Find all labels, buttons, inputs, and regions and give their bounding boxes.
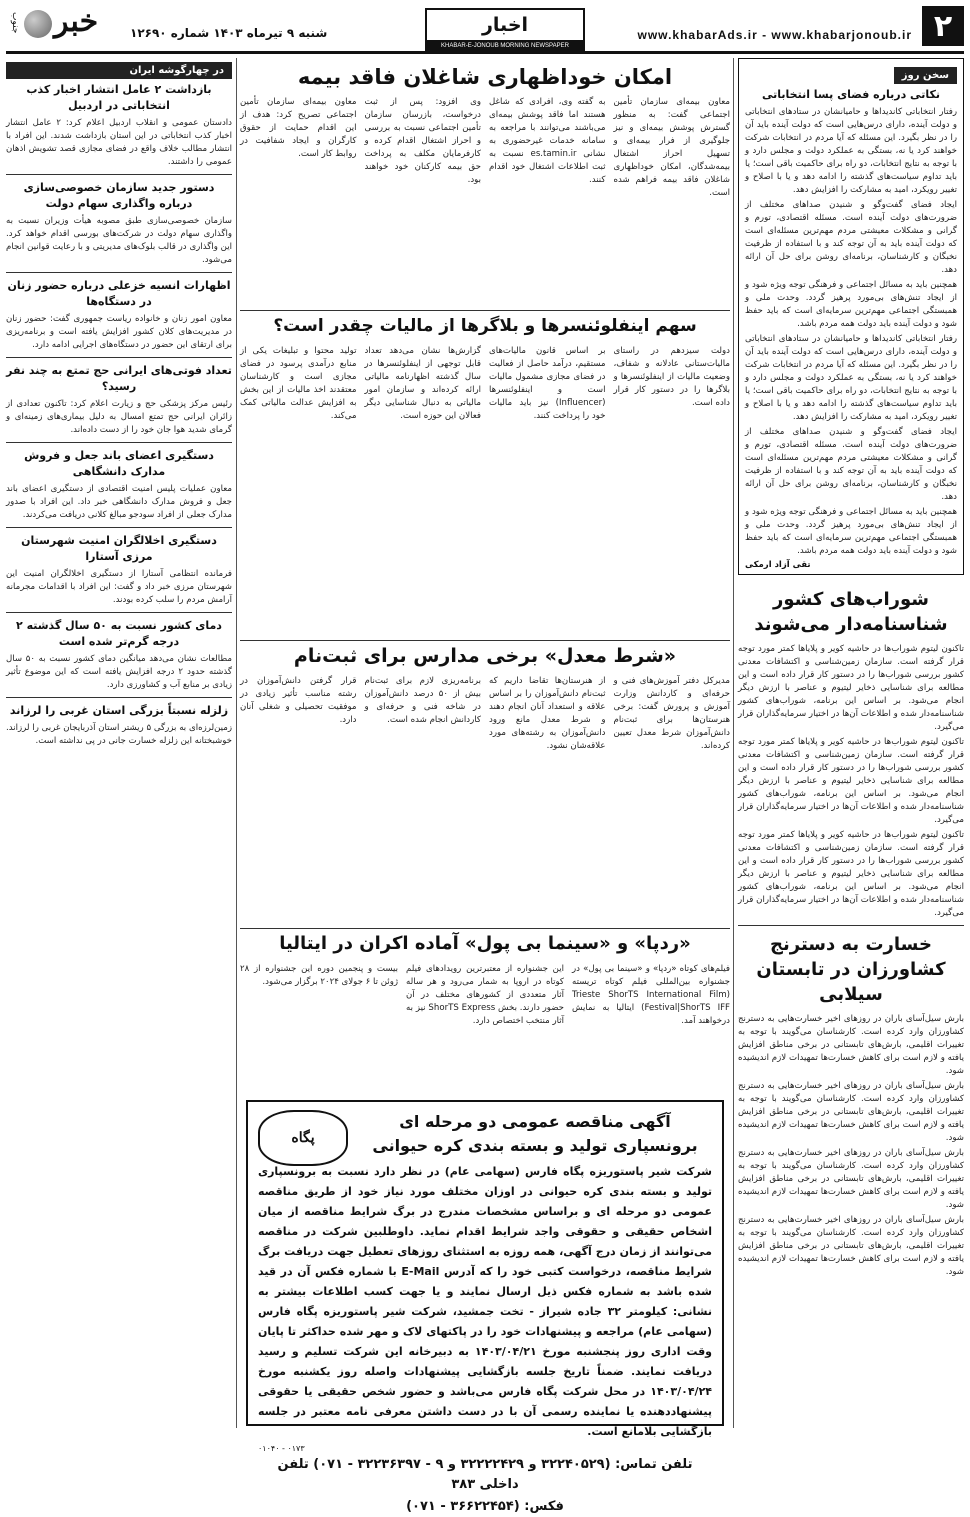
paragraph: ایجاد فضای گفت‌وگو و شنیدن صداهای مختلف از ضرورت‌های دولت آینده است. مسئله اقتصادی، تورم و گرانی و مشکلات معیشتی مردم مهم‌ترین مسئله‌ای است که دولت آینده باید به آن توجه کند و با استفاده از ظرفیت نخبگان و کارشناسان، برنامه‌ای روشن برای حل آن ارائه دهد. bbox=[745, 427, 957, 502]
editorial-title: نکاتی درباره فضای پسا انتخاباتی bbox=[762, 88, 940, 101]
page-number: ۲ bbox=[922, 6, 964, 46]
text-column: این جشنواره از معتبرترین رویدادهای فیلم کوتاه در اروپا به شمار می‌رود و هر ساله آثار متعددی از کشورهای مختلف در آن حضور دارند. بخش ShorTS Express نیز به آثار منتخب اختصاص دارد. bbox=[406, 964, 564, 1026]
editorial-tag: سخن روز bbox=[894, 67, 957, 84]
logo-sub: جنوب bbox=[10, 12, 20, 34]
news-body: دادستان عمومی و انقلاب اردبیل اعلام کرد: ۲ عامل انتشار اخبار کذب انتخاباتی در این استان بازداشت شدند. این افراد با انتشار مطالب خلاف واقع در فضای مجازی قصد تشویش اذهان عمومی را داشتند. bbox=[6, 118, 232, 167]
news-body: رئیس مرکز پزشکی حج و زیارت اعلام کرد: تاکنون تعدادی از زائران ایرانی حج تمتع امسال به دلیل بیماری‌های زمینه‌ای و گرمای شدید هوا جان خود را از دست داده‌اند. bbox=[6, 399, 232, 435]
story-influencer-tax bbox=[240, 310, 730, 645]
left-column-tag: در چهارگوشه ایران bbox=[6, 62, 232, 79]
editorial-body bbox=[745, 106, 957, 558]
news-body: معاون امور زنان و خانواده ریاست جمهوری گفت: حضور زنان در مدیریت‌های کلان کشور افزایش یافته است و برنامه‌ریزی برای ارتقای این حضور در دستگاه‌های اجرایی ادامه دارد. bbox=[6, 314, 232, 350]
ad-contact-phone: تلفن تماس: (۳۲۲۴۰۵۲۹ و ۳۲۲۲۲۴۲۹ و ۹ - ۳۲۲۳۶۳۹۷ - ۰۷۱) تلفن داخلی ۳۸۳ bbox=[277, 1457, 693, 1492]
news-title: دمای کشور نسبت به ۵۰ سال گذشته ۲ درجه گرم‌تر شده است bbox=[16, 619, 222, 648]
text-column: دولت سیزدهم در راستای مالیات‌ستانی عادلانه و شفاف، وضعیت مالیات از اینفلوئنسرها و بلاگرها را در دستور کار قرار داده است. bbox=[613, 346, 730, 408]
ad-title: آگهی مناقصه عمومی دو مرحله ای bbox=[399, 1112, 671, 1131]
left-column bbox=[6, 58, 232, 1426]
text-column: بیست و پنجمین دوره این جشنواره از ۲۸ ژوئن تا ۶ جولای ۲۰۲۴ برگزار می‌شود. bbox=[240, 964, 398, 987]
editorial-box bbox=[738, 58, 964, 575]
column-divider bbox=[733, 58, 734, 1428]
newspaper-logo bbox=[6, 4, 121, 46]
site-url[interactable]: www.khabarAds.ir - www.khabarjonoub.ir bbox=[637, 28, 912, 42]
column-divider bbox=[236, 58, 237, 1428]
text-column: گزارش‌ها نشان می‌دهد تعداد قابل توجهی از اینفلوئنسرها در سال گذشته اظهارنامه مالیاتی ارائه کرده‌اند و سازمان امور مالیاتی به دنبال شناسایی دیگر فعالان این حوزه است. bbox=[364, 346, 481, 421]
text-column: تولید محتوا و تبلیغات یکی از منابع درآمدی پرسود در فضای مجازی است و کارشناسان معتقدند اخذ مالیات از این بخش به افزایش عدالت مالیاتی کمک می‌کند. bbox=[240, 346, 357, 421]
masthead bbox=[0, 0, 970, 50]
story-body bbox=[738, 1013, 964, 1279]
story-body bbox=[240, 963, 730, 1083]
story-body bbox=[240, 675, 730, 915]
ad-body: شرکت شیر پاستوریزه پگاه فارس (سهامی عام) در نظر دارد نسبت به برونسپاری تولید و بسته بندی کره حیوانی در اوزان مختلف مورد نیاز خود از طریق مناقصه عمومی دو مرحله ای و براساس مشخصات مندرج در برگ شرایط مناقصه از میان اشخاص حقیقی و حقوقی واجد شرایط اقدام نماید. داوطلبین شرکت در مناقصه می‌توانند از زمان درج آگهی، همه روزه به استثنای روزهای تعطیل جهت دریافت برگ شرایط مناقصه، درخواست کتبی خود را که آدرس E-Mail با شماره فکس آن در قید شده باشد به شماره فکس ذیل ارسال نمایند و یا جهت کسب اطلاعات بیشتر به نشانی: کیلومتر ۳۲ جاده شیراز - تخت جمشید، شرکت شیر پاستوریزه پگاه فارس (سهامی عام) مراجعه و پیشنهادات خود را در پاکتهای لاک و مهر شده حداکثر تا پایان وقت اداری روز پنجشنبه مورخ ۱۴۰۳/۰۴/۲۱ به دبیرخانه این شرکت تسلیم و رسید دریافت نمایند. ضمناً تاریخ جلسه بازگشایی پیشنهادات واصله روز یکشنبه مورخ ۱۴۰۳/۰۴/۲۴ در محل شرکت پگاه فارس می‌باشد و حضور شخص حقیقی یا حقوقی پیشنهاددهنده یا نماینده رسمی آن با در دست داشتن معرفی نامه معتبر در جلسه بازگشایی بلامانع است. bbox=[258, 1165, 712, 1438]
story-title: سهم اینفلوئنسرها و بلاگرها از مالیات چقدر است؟ bbox=[273, 316, 697, 336]
text-column: معاون بیمه‌ای سازمان تأمین اجتماعی تصریح کرد: هدف از این اقدام حمایت از حقوق کارگران و ایجاد شفافیت در روابط کار است. bbox=[240, 97, 357, 159]
ad-contact-fax: فکس: (۳۶۶۲۲۴۵۴ - ۰۷۱) bbox=[406, 1499, 564, 1514]
story-title: امکان خوداظهاری شاغلان فاقد بیمه bbox=[297, 65, 673, 89]
divider bbox=[6, 527, 232, 528]
news-title: بازداشت ۲ عامل انتشار اخبار کذب انتخاباتی در اردبیل bbox=[26, 83, 212, 112]
story-films-italy bbox=[240, 928, 730, 1083]
divider bbox=[6, 174, 232, 175]
news-body: مطالعات نشان می‌دهد میانگین دمای کشور نسبت به ۵۰ سال گذشته حدود ۲ درجه افزایش یافته است که این موضوع تأثیر زیادی بر منابع آب و کشاورزی دارد. bbox=[6, 654, 232, 690]
text-column: فیلم‌های کوتاه «ردپا» و «سینما بی پول» در جشنواره بین‌المللی فیلم کوتاه تریسته (Trieste ShorTS International Film Festival|ShorTS IFF) ایتالیا به نمایش درخواهند آمد. bbox=[572, 964, 730, 1026]
text-column: معاون بیمه‌ای سازمان تأمین اجتماعی گفت: به منظور گسترش پوشش بیمه‌ای و نیز جلوگیری از فرار بیمه‌ای و تسهیل احراز اشتغال بیمه‌شدگان، امکان خوداظهاری شاغلان فاقد بیمه فراهم شده است. bbox=[613, 97, 730, 198]
paragraph: تاکنون لیتوم شوراب‌ها در حاشیه کویر و پلایاها کمتر مورد توجه قرار گرفته است. سازمان زمین‌شناسی و اکتشافات معدنی کشور بررسی شوراب‌ها را در دستور کار قرار داده است و این مطالعه برای شناسایی ذخایر لیتیوم و عناصر با ارزش دیگر انجام می‌شود. بر اساس این برنامه، شوراب‌های کشور شناسنامه‌دار شده و اطلاعات آن‌ها در اختیار سرمایه‌گذاران قرار می‌گیرد. bbox=[738, 737, 964, 825]
text-column: از هنرستان‌ها تقاضا داریم که ثبت‌نام دانش‌آموزان را بر اساس علاقه و استعداد آنان انجام دهند و شرط معدل مانع ورود دانش‌آموزان به رشته‌های مورد علاقه‌شان نشود. bbox=[489, 676, 606, 751]
news-body: فرمانده انتظامی آستارا از دستگیری اخلالگران امنیت این شهرستان مرزی خبر داد و گفت: این افراد با اقدامات مجرمانه آرامش مردم را سلب کرده بودند. bbox=[6, 569, 232, 605]
paragraph: بارش سیل‌آسای باران در روزهای اخیر خسارت‌هایی به دسترنج کشاورزان وارد کرده است. کارشناسان می‌گویند با توجه به تغییرات اقلیمی، بارش‌های تابستانی در برخی مناطق افزایش یافته و لازم است برای کاهش خسارت‌ها تمهیدات لازم اندیشیده شود. bbox=[738, 1215, 964, 1277]
paragraph: تاکنون لیتوم شوراب‌ها در حاشیه کویر و پلایاها کمتر مورد توجه قرار گرفته است. سازمان زمین‌شناسی و اکتشافات معدنی کشور بررسی شوراب‌ها را در دستور کار قرار داده است و این مطالعه برای شناسایی ذخایر لیتیوم و عناصر با ارزش دیگر انجام می‌شود. بر اساس این برنامه، شوراب‌های کشور شناسنامه‌دار شده و اطلاعات آن‌ها در اختیار سرمایه‌گذاران قرار می‌گیرد. bbox=[738, 830, 964, 918]
paragraph: همچنین باید به مسائل اجتماعی و فرهنگی توجه ویژه شود و از ایجاد تنش‌های بی‌مورد پرهیز گردد. وحدت ملی و همبستگی اجتماعی مهم‌ترین سرمایه‌ای است که باید حفظ شود و دولت آینده باید دولت همه مردم باشد. bbox=[745, 280, 957, 329]
divider bbox=[6, 357, 232, 358]
news-title: دستگیری اخلالگران امنیت شهرستان مرزی آستارا bbox=[21, 534, 217, 563]
issue-line: شنبه ۹ تیرماه ۱۴۰۳ شماره ۱۲۶۹۰ bbox=[130, 26, 328, 40]
paragraph: ایجاد فضای گفت‌وگو و شنیدن صداهای مختلف از ضرورت‌های دولت آینده است. مسئله اقتصادی، تورم و گرانی و مشکلات معیشتی مردم مهم‌ترین مسئله‌ای است که دولت آینده باید به آن توجه کند و با استفاده از ظرفیت نخبگان و کارشناسان، برنامه‌ای روشن برای حل آن ارائه دهد. bbox=[745, 200, 957, 275]
news-title: دستور جدید سازمان خصوصی‌سازی درباره واگذاری سهام دولت bbox=[23, 181, 215, 210]
text-column: برنامه‌ریزی لازم برای ثبت‌نام بیش از ۵۰ درصد دانش‌آموزان در شاخه فنی و حرفه‌ای و کاردانش انجام شده است. bbox=[364, 676, 481, 725]
text-column: به گفته وی، افرادی که شاغل هستند اما فاقد پوشش بیمه‌ای می‌باشند می‌توانند با مراجعه به سامانه خدمات غیرحضوری به نشانی es.tamin.ir نسبت به ثبت اطلاعات اشتغال خود اقدام کنند. bbox=[489, 97, 606, 185]
ad-code: ۰۱۰۴۰ - ۰۱۷۳ bbox=[258, 1444, 305, 1453]
header-rule bbox=[6, 51, 964, 54]
story-title: «شرط معدل» برخی مدارس برای ثبت‌نام bbox=[293, 645, 677, 667]
pegah-logo: پگاه bbox=[258, 1110, 348, 1166]
story-title: «ردپا» و «سینما بی پول» آماده اکران در ایتالیا bbox=[279, 933, 691, 954]
english-name: KHABAR-E-JONOUB MORNING NEWSPAPER bbox=[425, 42, 585, 51]
story-body bbox=[240, 345, 730, 645]
divider bbox=[6, 697, 232, 698]
paragraph: رفتار انتخاباتی کاندیداها و حامیانشان در ستادهای انتخاباتی و دولت آینده، دارای درس‌هایی است که دولت آینده باید آن را در نظر بگیرد. این مسئله که آیا مردم در انتخابات شرکت خواهند کرد یا نه، بستگی به عملکرد دولت و مجلس دارد و با توجه به نتایج انتخابات، دو راه برای حاکمیت باقی است؛ یا باید تداوم سیاست‌های گذشته را ادامه دهد و یا با اصلاح و تغییر رویکرد، امید به مشارکت را افزایش دهد. bbox=[745, 107, 957, 195]
news-title: تعداد فوتی‌های ایرانی حج تمتع به چند نفر رسید؟ bbox=[6, 364, 232, 393]
text-column: وی افزود: پس از ثبت درخواست، بازرسان سازمان تأمین اجتماعی نسبت به بررسی و احراز اشتغال اقدام کرده و کارفرمایان مکلف به پرداخت حق بیمه کارکنان خود خواهند بود. bbox=[364, 97, 481, 185]
divider bbox=[738, 925, 964, 926]
paragraph: بارش سیل‌آسای باران در روزهای اخیر خسارت‌هایی به دسترنج کشاورزان وارد کرده است. کارشناسان می‌گویند با توجه به تغییرات اقلیمی، بارش‌های تابستانی در برخی مناطق افزایش یافته و لازم است برای کاهش خسارت‌ها تمهیدات لازم اندیشیده شود. bbox=[738, 1014, 964, 1076]
news-body: زمین‌لرزه‌ای به بزرگی ۵ ریشتر استان آذربایجان غربی را لرزاند. خوشبختانه این زلزله خسارت جانی در پی نداشته است. bbox=[6, 723, 232, 746]
paragraph: رفتار انتخاباتی کاندیداها و حامیانشان در ستادهای انتخاباتی و دولت آینده، دارای درس‌هایی است که دولت آینده باید آن را در نظر بگیرد. این مسئله که آیا مردم در انتخابات شرکت خواهند کرد یا نه، بستگی به عملکرد دولت و مجلس دارد و با توجه به نتایج انتخابات، دو راه برای حاکمیت باقی است؛ یا باید تداوم سیاست‌های گذشته را ادامه دهد و یا با اصلاح و تغییر رویکرد، امید به مشارکت را افزایش دهد. bbox=[745, 334, 957, 422]
tender-advertisement bbox=[246, 1100, 724, 1514]
text-column: قرار گرفتن دانش‌آموزان در رشته مناسب تأثیر زیادی در موفقیت تحصیلی و شغلی آنان دارد. bbox=[240, 676, 357, 725]
news-title: دستگیری اعضای باند جعل و فروش مدارک دانشگاهی bbox=[24, 449, 214, 478]
editorial-author: تقی آزاد ارمکی bbox=[745, 560, 811, 570]
ad-subtitle: برونسپاری تولید و بسته بندی کره حیوانی bbox=[372, 1136, 698, 1155]
text-column: بر اساس قانون مالیات‌های مستقیم، درآمد حاصل از فعالیت در فضای مجازی مشمول مالیات است و اینفلوئنسرها (Influencer) نیز باید مالیات خود را پرداخت کنند. bbox=[489, 346, 606, 421]
globe-icon bbox=[24, 10, 52, 38]
story-title: خسارت به دسترنج کشاورزان در تابستان سیلابی bbox=[756, 934, 946, 1005]
story-title: شوراب‌های کشور شناسنامه‌دار می‌شوند bbox=[754, 589, 948, 635]
divider bbox=[6, 442, 232, 443]
paragraph: همچنین باید به مسائل اجتماعی و فرهنگی توجه ویژه شود و از ایجاد تنش‌های بی‌مورد پرهیز گردد. وحدت ملی و همبستگی اجتماعی مهم‌ترین سرمایه‌ای است که باید حفظ شود و دولت آینده باید دولت همه مردم باشد. bbox=[745, 507, 957, 556]
paragraph: بارش سیل‌آسای باران در روزهای اخیر خسارت‌هایی به دسترنج کشاورزان وارد کرده است. کارشناسان می‌گویند با توجه به تغییرات اقلیمی، بارش‌های تابستانی در برخی مناطق افزایش یافته و لازم است برای کاهش خسارت‌ها تمهیدات لازم اندیشیده شود. bbox=[738, 1148, 964, 1210]
news-title: زلزله نسبتاً بزرگی استان غربی را لرزاند bbox=[9, 704, 229, 717]
logo-text: خبر bbox=[54, 4, 99, 39]
divider bbox=[6, 272, 232, 273]
news-title: اظهارات انسیه خزعلی درباره حضور زنان در دستگاه‌ها bbox=[7, 279, 231, 308]
news-body: سازمان خصوصی‌سازی طبق مصوبه هیأت وزیران نسبت به واگذاری سهام دولت در شرکت‌های بورسی اقدام خواهد کرد. این واگذاری در قالب بلوک‌های مدیریتی و با رعایت قوانین انجام می‌شود. bbox=[6, 216, 232, 265]
right-column bbox=[738, 58, 964, 1426]
divider bbox=[6, 612, 232, 613]
paragraph: بارش سیل‌آسای باران در روزهای اخیر خسارت‌هایی به دسترنج کشاورزان وارد کرده است. کارشناسان می‌گویند با توجه به تغییرات اقلیمی، بارش‌های تابستانی در برخی مناطق افزایش یافته و لازم است برای کاهش خسارت‌ها تمهیدات لازم اندیشیده شود. bbox=[738, 1081, 964, 1143]
story-school-gpa bbox=[240, 640, 730, 915]
section-title: اخبار bbox=[425, 8, 585, 42]
news-body: معاون عملیات پلیس امنیت اقتصادی از دستگیری اعضای باند جعل و فروش مدارک دانشگاهی خبر داد. این افراد با صدور مدارک جعلی از افراد سودجو مبالغ کلانی دریافت می‌کردند. bbox=[6, 484, 232, 520]
text-column: مدیرکل دفتر آموزش‌های فنی و حرفه‌ای و کاردانش وزارت آموزش و پرورش گفت: برخی هنرستان‌ها برای ثبت‌نام دانش‌آموزان شرط معدل تعیین کرده‌اند. bbox=[613, 676, 730, 751]
story-body bbox=[738, 643, 964, 920]
paragraph: تاکنون لیتوم شوراب‌ها در حاشیه کویر و پلایاها کمتر مورد توجه قرار گرفته است. سازمان زمین‌شناسی و اکتشافات معدنی کشور بررسی شوراب‌ها را در دستور کار قرار داده است و این مطالعه برای شناسایی ذخایر لیتیوم و عناصر با ارزش دیگر انجام می‌شود. بر اساس این برنامه، شوراب‌های کشور شناسنامه‌دار شده و اطلاعات آن‌ها در اختیار سرمایه‌گذاران قرار می‌گیرد. bbox=[738, 644, 964, 732]
